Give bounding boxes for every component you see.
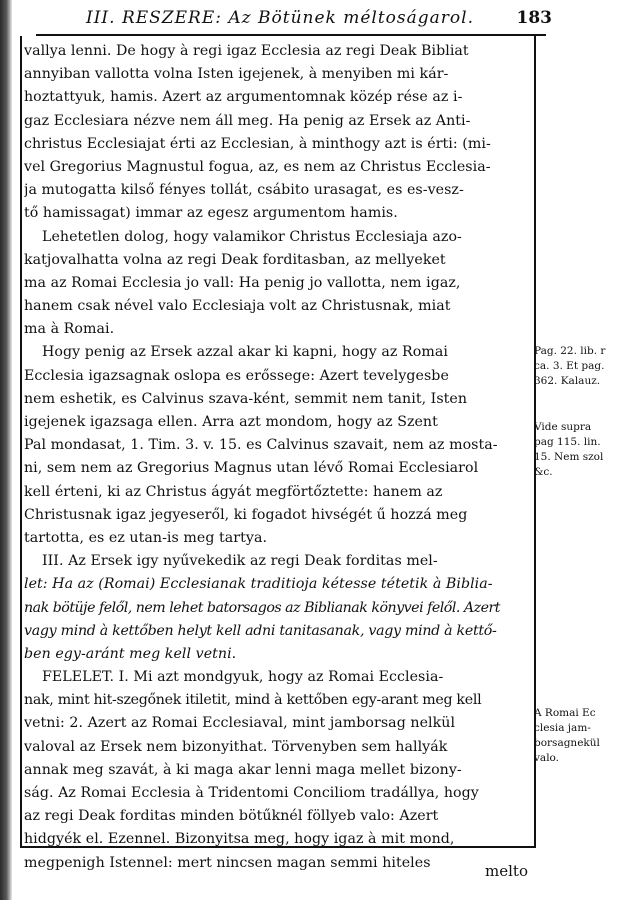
- text-line: III. Az Ersek igy nyűvekedik az regi Deak forditas mel-: [42, 553, 438, 570]
- text-line: Hogy penig az Ersek azzal akar ki kapni, hogy az Romai: [42, 344, 448, 361]
- book-page: [12, 0, 624, 900]
- text-line: Pal mondasat, 1. Tim. 3. v. 15. es Calvinus szavait, nem az mosta-: [24, 437, 498, 454]
- running-head: III. RESZERE: Az Bötünek méltoságarol.: [86, 8, 474, 28]
- text-line: annyiban vallotta volna Isten igejenek, à menyiben mi kár-: [24, 66, 449, 83]
- margin-note-line: Vide supra: [534, 421, 592, 433]
- text-line: vallya lenni. De hogy à regi igaz Ecclesia az regi Deak Bibliat: [24, 43, 469, 59]
- text-line: vel Gregorius Magnustul fogua, az, es nem az Christus Ecclesia-: [24, 158, 491, 175]
- text-line: annak meg szavát, à ki maga akar lenni maga mellet bizony-: [24, 761, 462, 778]
- text-line: megpenigh Istennel: mert nincsen magan semmi hiteles: [24, 854, 431, 871]
- page-header: [36, 6, 552, 36]
- text-line: hidgyék el. Ezennel. Bizonyitsa meg, hogy igaz à mit mond,: [24, 831, 455, 848]
- page-number: 183: [516, 8, 552, 28]
- margin-note-line: 362. Kalauz.: [534, 375, 601, 387]
- text-line: ság. Az Romai Ecclesia à Tridentomi Conciliom tradállya, hogy: [24, 785, 479, 801]
- text-line: ni, sem nem az Gregorius Magnus utan lévő Romai Ecclesiarol: [24, 460, 479, 477]
- margin-note: [534, 344, 620, 389]
- margin-note-line: ca. 3. Et pag.: [534, 360, 605, 372]
- margin-note-line: A Romai Ec: [534, 707, 596, 719]
- text-line: christus Ecclesiajat érti az Ecclesian, à minthogy azt is érti: (mi-: [24, 135, 491, 152]
- text-line: Ecclesia igazsagnak oslopa es erőssege: Azert tevelygesbe: [24, 367, 449, 384]
- margin-note: [534, 706, 620, 766]
- margin-note-line: &c.: [534, 466, 553, 478]
- margin-note-line: borsagnekül: [534, 737, 600, 749]
- book-gutter-shadow: [0, 0, 12, 900]
- text-line: Lehetetlen dolog, hogy valamikor Christus Ecclesiaja azo-: [42, 228, 462, 245]
- text-line: nak, mint hit-szegőnek itiletit, mind à kettőben egy-arant meg kell: [24, 692, 482, 709]
- text-line: ma à Romai.: [24, 321, 115, 338]
- text-line: tő hamissagat) immar az egesz argumentom hamis.: [24, 205, 398, 222]
- text-line: Christusnak igaz jegyeseről, ki fogadot hivségét ű hozzá meg: [24, 506, 468, 523]
- text-line: kell érteni, ki az Christus ágyát megförtőztette: hanem az: [24, 483, 443, 500]
- text-line: az regi Deak forditas minden bötűknél föllyeb valo: Azert: [24, 808, 439, 825]
- text-line: nak bötüje felől, nem lehet batorsagos az Biblianak könyvei felől. Azert: [24, 599, 501, 616]
- text-line: nem eshetik, es Calvinus szava-ként, semmit nem tanit, Isten: [24, 390, 468, 407]
- text-line: hoztattyuk, hamis. Azert az argumentomnak közép rése az i-: [24, 89, 463, 106]
- text-line: gaz Ecclesiara nézve nem áll meg. Ha penig az Ersek az Anti-: [24, 112, 471, 129]
- text-line: ma az Romai Ecclesia jo vall: Ha penig jo vallotta, nem igaz,: [24, 274, 461, 291]
- text-line: vagy mind à kettőben helyt kell adni tanitasanak, vagy mind à kettő-: [24, 622, 497, 639]
- margin-note-line: pag 115. lin.: [534, 436, 601, 448]
- text-line: FELELET. I. Mi azt mondgyuk, hogy az Romai Ecclesia-: [42, 669, 444, 686]
- catchword: melto: [485, 862, 528, 880]
- text-line: igejenek igazsaga ellen. Arra azt mondom, hogy az Szent: [24, 414, 438, 430]
- text-line: ben egy-aránt meg kell vetni.: [24, 645, 237, 662]
- main-text-column: [24, 40, 526, 875]
- text-line: valoval az Ersek nem bizonyithat. Törvenyben sem hallyák: [24, 738, 448, 755]
- margin-note-line: 15. Nem szol: [534, 451, 604, 463]
- text-line: tartotta, es ez utan-is meg tartya.: [24, 529, 268, 546]
- text-line: katjovalhatta volna az regi Deak forditasban, az mellyeket: [24, 251, 446, 268]
- text-line: vetni: 2. Azert az Romai Ecclesiaval, mint jamborsag nelkül: [24, 715, 456, 732]
- text-line: ja mutogatta kilső fényes tollát, csábito urasagat, es es-vesz-: [24, 182, 464, 199]
- margin-note-line: Pag. 22. lib. r: [534, 345, 606, 357]
- margin-note-line: clesia jam-: [534, 722, 591, 734]
- margin-note-line: valo.: [534, 752, 560, 764]
- text-line: let: Ha az (Romai) Ecclesianak traditioja kétesse tétetik à Biblia-: [24, 576, 493, 593]
- text-line: hanem csak nével valo Ecclesiaja volt az Christusnak, miat: [24, 298, 451, 315]
- margin-note: [534, 420, 620, 480]
